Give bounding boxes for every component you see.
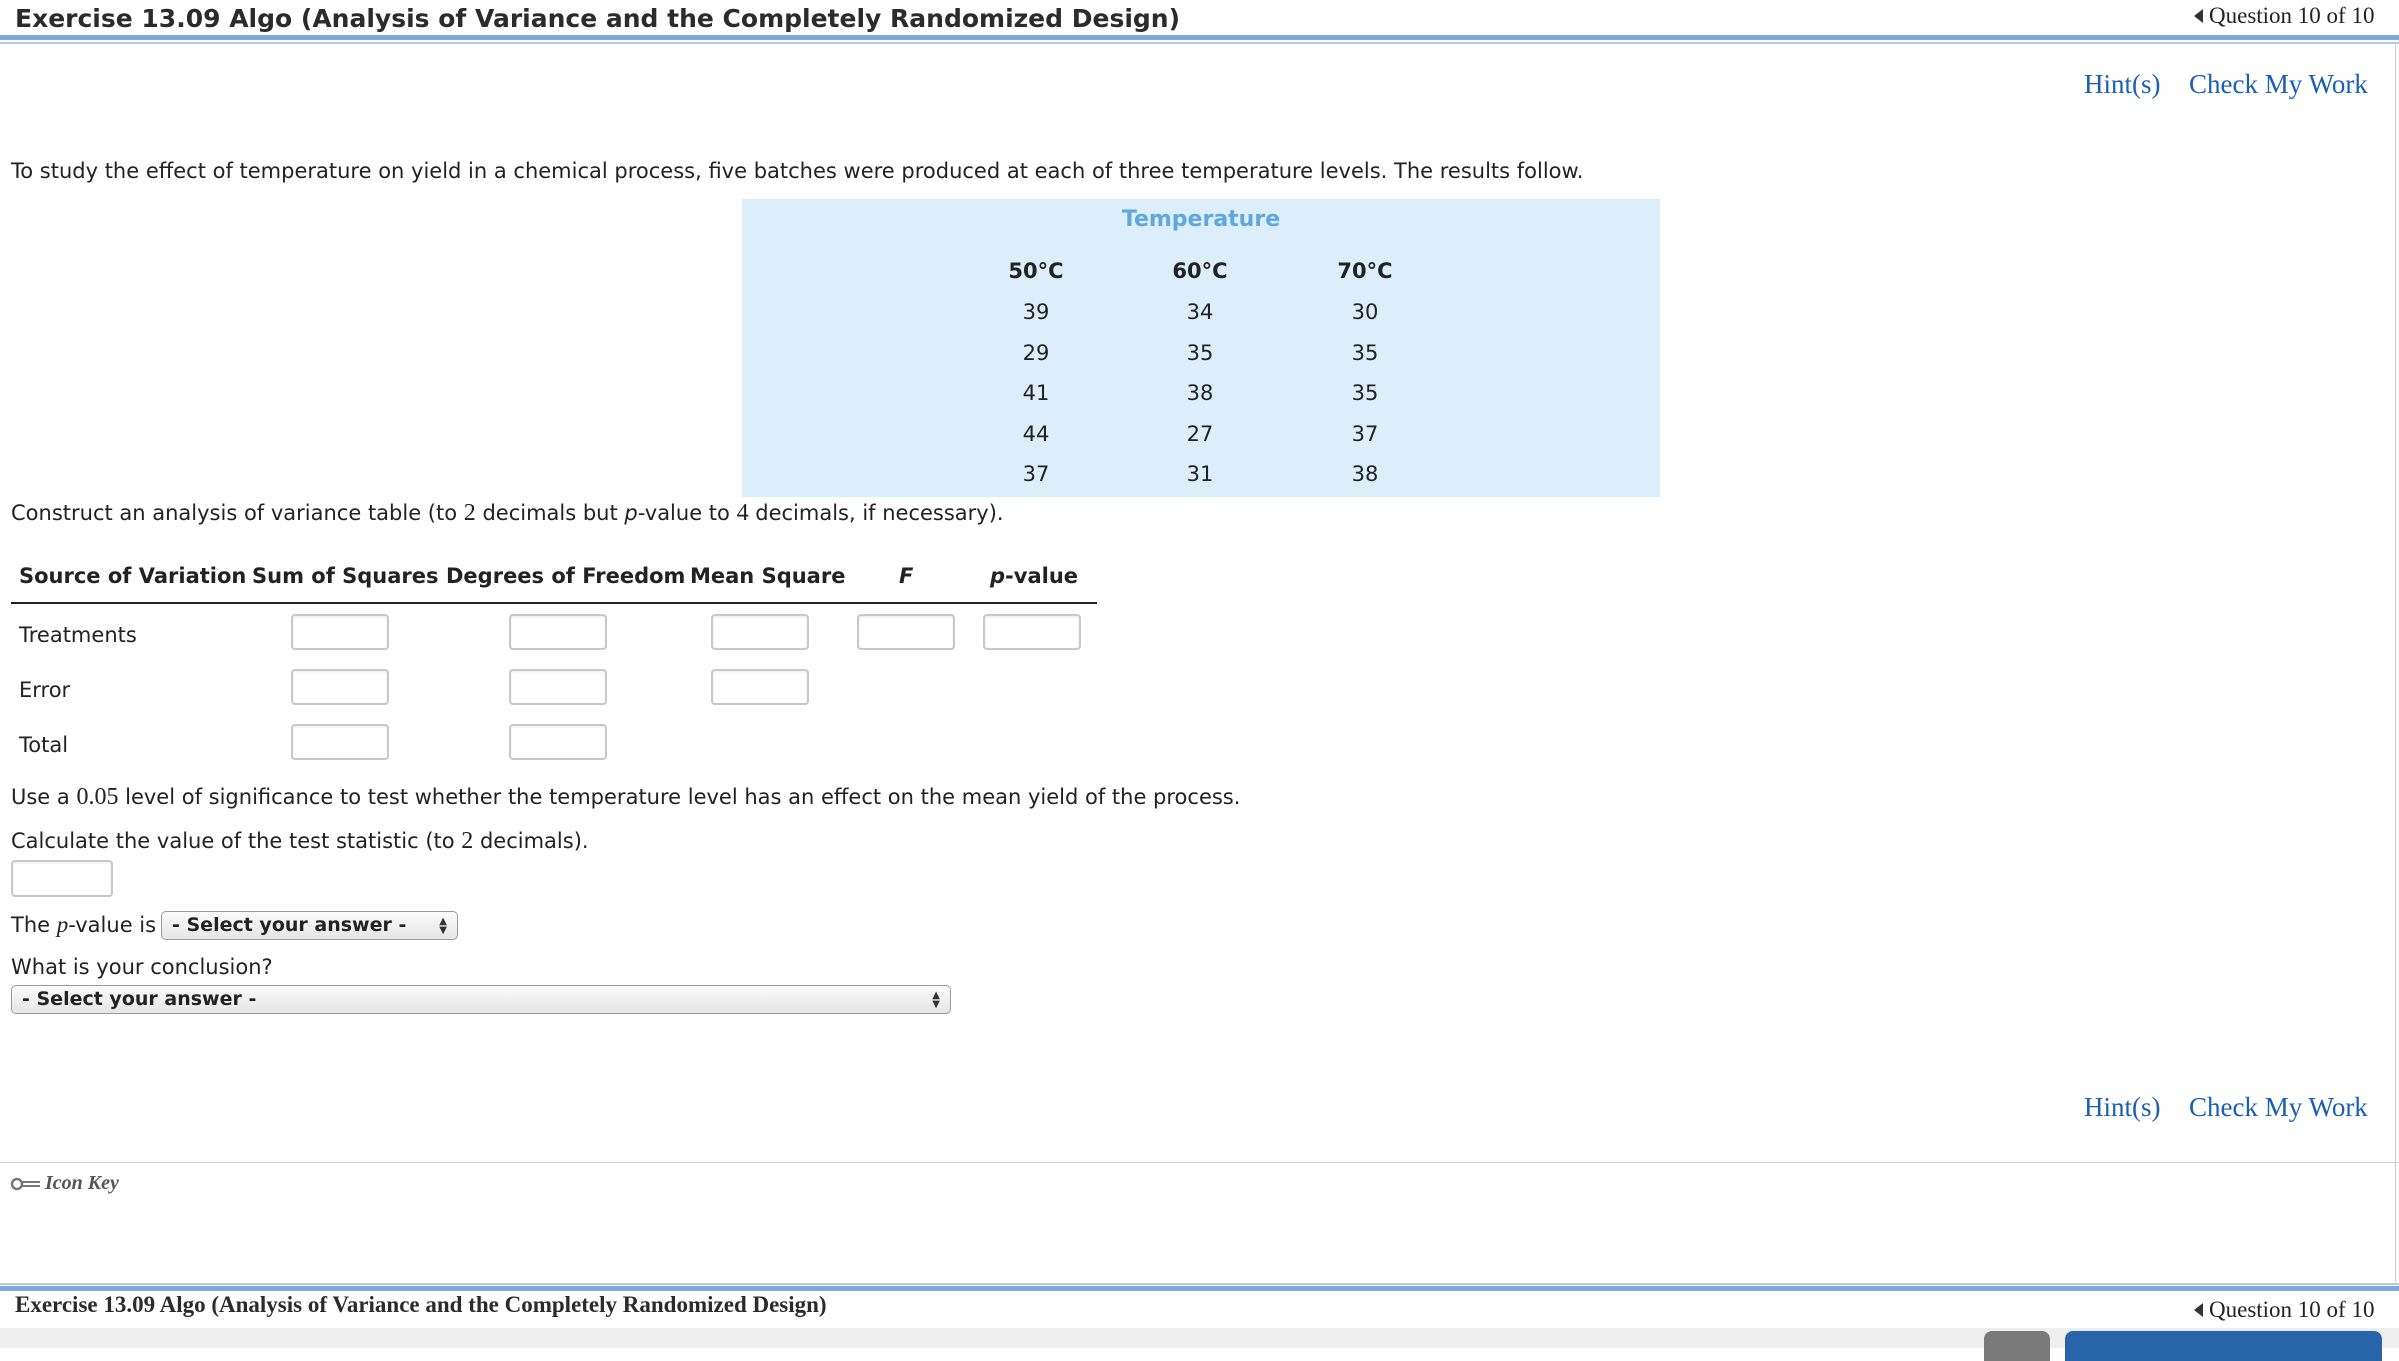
content-border <box>2395 44 2396 1282</box>
caret-left-icon <box>2194 9 2203 23</box>
table-cell: 27 <box>1186 422 1214 446</box>
updown-icon: ▲ ▼ <box>932 990 940 1010</box>
conclusion-select-value: - Select your answer - <box>22 988 257 1010</box>
table-cell: 44 <box>1022 422 1050 446</box>
hints-link-bottom[interactable]: Hint(s) <box>2084 1092 2161 1122</box>
row-label-error: Error <box>19 678 71 702</box>
statistic-decimals: 2 <box>461 828 474 854</box>
footer-title: Exercise 13.09 Algo (Analysis of Variance and the Completely Randomized Design) <box>15 1292 827 1317</box>
pvalue-text-part: The <box>11 913 57 937</box>
table-cell: 38 <box>1186 381 1214 405</box>
question-nav-label: Question 10 of 10 <box>2209 3 2375 28</box>
header-sum-of-squares: Sum of Squares <box>252 564 439 588</box>
question-nav-label: Question 10 of 10 <box>2209 1297 2375 1322</box>
statistic-text-part: Calculate the value of the test statistic (to <box>11 829 462 853</box>
error-df-input[interactable] <box>509 669 607 705</box>
check-my-work-link-bottom[interactable]: Check My Work <box>2189 1092 2368 1122</box>
table-cell: 35 <box>1351 381 1379 405</box>
alpha-value: 0.05 <box>76 784 119 810</box>
treatments-f-input[interactable] <box>857 614 955 650</box>
total-ss-input[interactable] <box>291 724 389 760</box>
header-bar <box>0 35 2399 40</box>
table-cell: 29 <box>1022 341 1050 365</box>
pvalue-select-value: - Select your answer - <box>172 914 407 936</box>
header-f: F <box>899 564 914 588</box>
pvalue-select[interactable] <box>161 911 458 940</box>
intro-text: To study the effect of temperature on yield in a chemical process, five batches were produced at each of three temperature levels. The results follow. <box>11 159 1584 183</box>
treatments-ms-input[interactable] <box>711 614 809 650</box>
footer-bar-thin <box>0 1283 2399 1285</box>
submit-button[interactable] <box>2065 1331 2382 1361</box>
error-ss-input[interactable] <box>291 669 389 705</box>
treatments-ss-input[interactable] <box>291 614 389 650</box>
header-source-of-variation: Source of Variation <box>19 564 247 588</box>
table-cell: 39 <box>1022 300 1050 324</box>
column-header-60c: 60°C <box>1172 259 1228 283</box>
conclusion-select[interactable] <box>11 985 951 1014</box>
temperature-data-table <box>742 199 1660 497</box>
table-cell: 31 <box>1186 462 1214 486</box>
treatments-p-value-input[interactable] <box>983 614 1081 650</box>
table-cell: 35 <box>1351 341 1379 365</box>
footer-bar <box>0 1286 2399 1291</box>
save-button[interactable] <box>1984 1331 2050 1361</box>
p-symbol: p <box>990 564 1006 588</box>
key-icon <box>10 1176 42 1192</box>
anova-header-rule <box>11 602 1097 604</box>
column-header-70c: 70°C <box>1337 259 1393 283</box>
header-bar-thin <box>0 42 2399 44</box>
statistic-instruction <box>11 828 589 855</box>
header-p-value-label: -value <box>1005 564 1079 588</box>
error-ms-input[interactable] <box>711 669 809 705</box>
caret-left-icon <box>2194 1303 2203 1317</box>
header-degrees-of-freedom: Degrees of Freedom <box>446 564 686 588</box>
pvalue-label <box>11 912 156 938</box>
construct-text: Construct an analysis of variance table (to <box>11 501 464 525</box>
treatments-df-input[interactable] <box>509 614 607 650</box>
construct-instruction <box>11 500 1004 527</box>
significance-text-part: level of significance to test whether the temperature level has an effect on the mean yield of the process. <box>118 785 1241 809</box>
header-p-value <box>990 564 1078 588</box>
page-title: Exercise 13.09 Algo (Analysis of Variance and the Completely Randomized Design) <box>15 4 1181 33</box>
p-symbol: p <box>624 501 638 525</box>
construct-text: decimals, if necessary). <box>748 501 1004 525</box>
table-cell: 41 <box>1022 381 1050 405</box>
hints-link-top[interactable]: Hint(s) <box>2084 69 2161 99</box>
construct-text: -value to <box>637 501 737 525</box>
updown-icon: ▲ ▼ <box>439 916 447 936</box>
question-nav-bottom[interactable] <box>2194 1297 2374 1323</box>
total-df-input[interactable] <box>509 724 607 760</box>
temperature-caption: Temperature <box>1121 207 1281 232</box>
table-cell: 34 <box>1186 300 1214 324</box>
significance-text <box>11 784 1240 811</box>
significance-text-part: Use a <box>11 785 77 809</box>
pvalue-text-part: -value is <box>68 913 157 937</box>
check-my-work-link-top[interactable]: Check My Work <box>2189 69 2368 99</box>
column-header-50c: 50°C <box>1008 259 1064 283</box>
p-symbol: p <box>56 912 69 937</box>
table-cell: 37 <box>1351 422 1379 446</box>
decimals-value: 2 <box>463 500 476 526</box>
conclusion-question: What is your conclusion? <box>11 955 273 979</box>
test-statistic-input[interactable] <box>11 860 113 897</box>
icon-key-link[interactable] <box>10 1172 119 1195</box>
question-nav-top[interactable] <box>2194 3 2374 29</box>
content-divider <box>0 1162 2399 1163</box>
row-label-total: Total <box>19 733 69 757</box>
table-cell: 35 <box>1186 341 1214 365</box>
table-cell: 37 <box>1022 462 1050 486</box>
row-label-treatments: Treatments <box>19 623 137 647</box>
construct-text: decimals but <box>475 501 625 525</box>
pvalue-decimals-value: 4 <box>736 500 749 526</box>
header-mean-square: Mean Square <box>690 564 846 588</box>
table-cell: 38 <box>1351 462 1379 486</box>
statistic-text-part: decimals). <box>473 829 589 853</box>
table-cell: 30 <box>1351 300 1379 324</box>
icon-key-label: Icon Key <box>45 1172 119 1194</box>
